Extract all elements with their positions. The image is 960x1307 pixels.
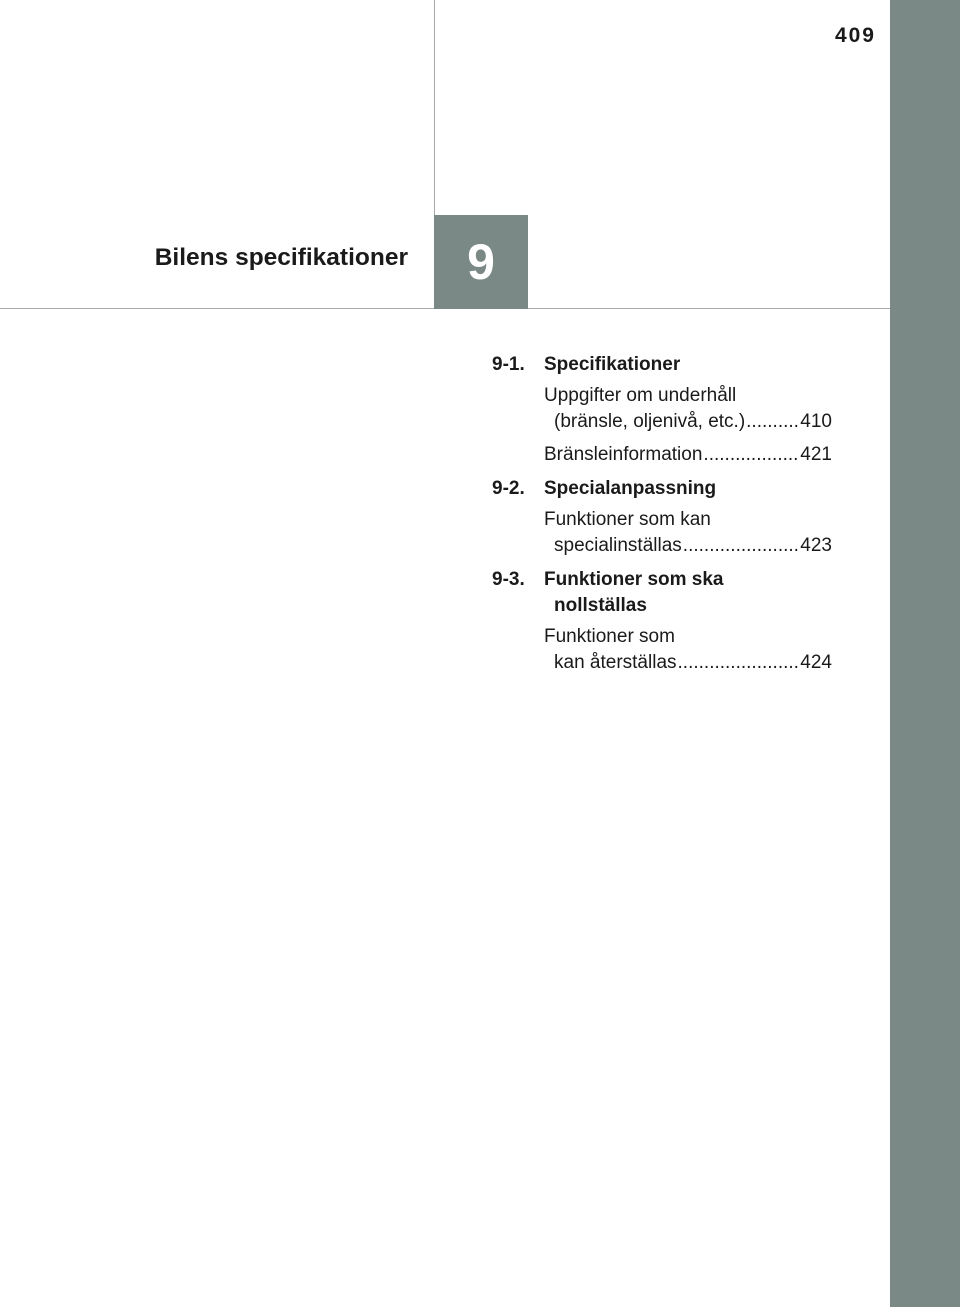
toc-section-number: 9-2. bbox=[492, 478, 525, 499]
chapter-title: Bilens specifikationer bbox=[154, 244, 408, 271]
toc-entry-label: kan återställas bbox=[554, 652, 677, 673]
toc-section bbox=[492, 567, 832, 676]
toc-entry[interactable] bbox=[492, 442, 832, 468]
dot-leader bbox=[746, 409, 799, 435]
toc-entry-label: Funktioner som bbox=[544, 626, 675, 647]
dot-leader bbox=[703, 442, 799, 468]
vertical-divider bbox=[434, 0, 435, 215]
toc-entry-label: Uppgifter om underhåll bbox=[544, 385, 737, 406]
toc-entry-page: 424 bbox=[800, 652, 832, 673]
toc-entry-label: specialinställas bbox=[554, 535, 682, 556]
table-of-contents bbox=[492, 352, 832, 684]
toc-section-number: 9-1. bbox=[492, 354, 525, 375]
toc-section-heading[interactable] bbox=[492, 476, 832, 502]
dot-leader bbox=[678, 650, 800, 676]
dot-leader bbox=[683, 533, 800, 559]
toc-entry-label: Funktioner som kan bbox=[544, 509, 711, 530]
chapter-number-box bbox=[434, 215, 528, 309]
toc-entry-page: 410 bbox=[800, 411, 832, 432]
toc-entry[interactable] bbox=[492, 383, 832, 435]
toc-section-heading[interactable] bbox=[492, 567, 832, 619]
toc-entry[interactable] bbox=[492, 507, 832, 559]
toc-entry-page: 421 bbox=[800, 444, 832, 465]
toc-section bbox=[492, 476, 832, 559]
toc-entry-page: 423 bbox=[800, 535, 832, 556]
chapter-side-tab bbox=[890, 0, 960, 1307]
toc-section-title: Specifikationer bbox=[544, 354, 681, 375]
toc-section-number: 9-3. bbox=[492, 569, 525, 590]
toc-section-heading[interactable] bbox=[492, 352, 832, 378]
toc-section-title: Specialanpassning bbox=[544, 478, 717, 499]
page-number: 409 bbox=[834, 24, 876, 47]
toc-section-title: Funktioner som ska nollställas bbox=[544, 569, 724, 616]
toc-entry-label: (bränsle, oljenivå, etc.) bbox=[554, 411, 746, 432]
toc-section bbox=[492, 352, 832, 468]
toc-entry-label: Bränsleinformation bbox=[544, 444, 703, 465]
toc-entry[interactable] bbox=[492, 624, 832, 676]
chapter-number: 9 bbox=[467, 234, 495, 290]
